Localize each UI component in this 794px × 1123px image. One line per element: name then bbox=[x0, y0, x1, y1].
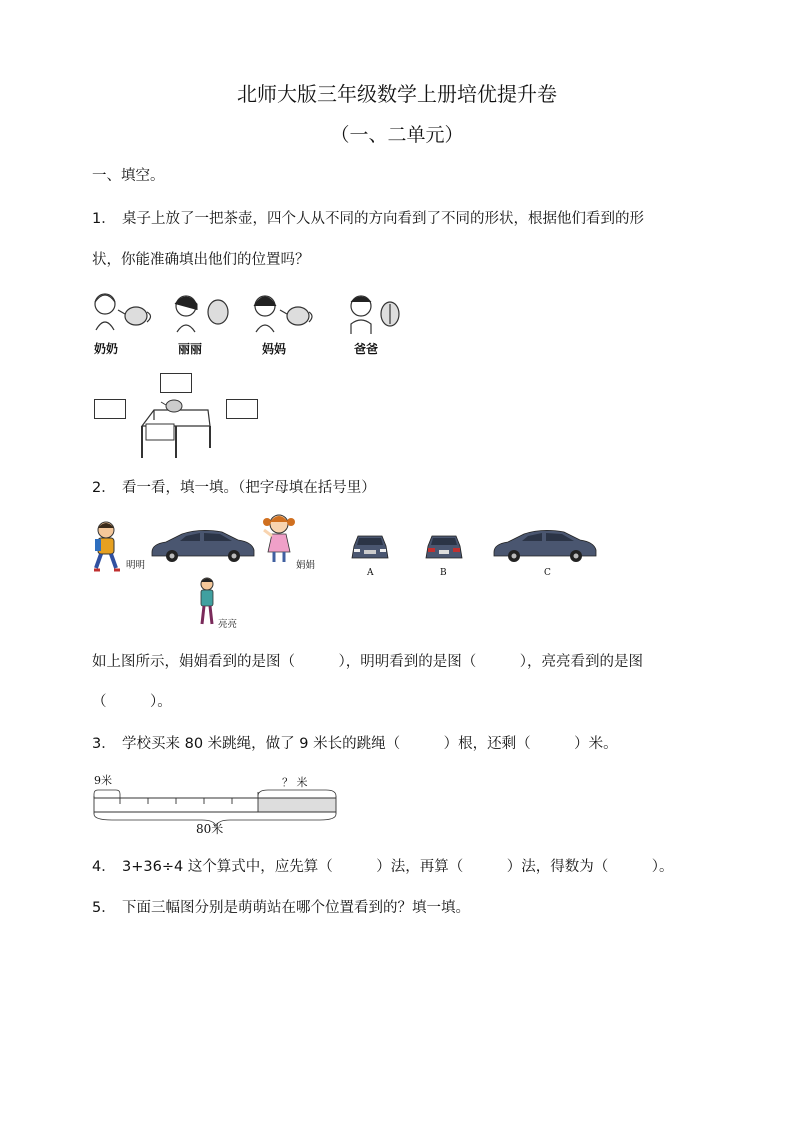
car-rear-view-b bbox=[424, 532, 464, 562]
name-juanjuan: 娟娟 bbox=[296, 560, 316, 571]
q5-text: 下面三幅图分别是萌萌站在哪个位置看到的？填一填。 bbox=[122, 900, 470, 916]
page-title: 北师大版三年级数学上册培优提升卷 bbox=[237, 82, 557, 106]
answer-box-left[interactable] bbox=[94, 399, 126, 419]
q2-answer-line1: 如上图所示，娟娟看到的是图（ ），明明看到的是图（ ），亮亮看到的是图 bbox=[92, 654, 643, 670]
label-80m: 80米 bbox=[196, 822, 224, 836]
q1-text-line2: 状，你能准确填出他们的位置吗？ bbox=[92, 252, 310, 268]
q2-number: 2． bbox=[92, 480, 116, 496]
car-side-view-c bbox=[490, 528, 598, 564]
name-mingming: 明明 bbox=[126, 560, 146, 571]
car-side-view-left bbox=[148, 528, 256, 564]
car-front-view-a bbox=[350, 532, 390, 562]
name-liangliang: 亮亮 bbox=[218, 619, 238, 630]
q2-answer-line2: （ ）。 bbox=[92, 694, 172, 710]
q4-text: 3+36÷4 这个算式中，应先算（ ）法，再算（ ）法，得数为（ ）。 bbox=[122, 859, 674, 875]
q2-text: 看一看，填一填。（把字母填在括号里） bbox=[122, 480, 376, 496]
lili-teapot-icon bbox=[172, 290, 232, 338]
label-b: B bbox=[440, 568, 447, 578]
q1-number: 1． bbox=[92, 211, 116, 227]
person-label-lili: 丽丽 bbox=[178, 342, 203, 356]
section-heading: 一、填空。 bbox=[92, 168, 165, 184]
grandma-teapot-icon bbox=[92, 290, 152, 338]
q1-text-line1: 桌子上放了一把茶壶，四个人从不同的方向看到了不同的形状，根据他们看到的形 bbox=[122, 211, 644, 227]
q4-number: 4． bbox=[92, 859, 116, 875]
person-label-dad: 爸爸 bbox=[354, 342, 379, 356]
answer-box-right[interactable] bbox=[226, 399, 258, 419]
q1-people-figure bbox=[92, 290, 422, 360]
person-label-mom: 妈妈 bbox=[262, 342, 287, 356]
label-a: A bbox=[367, 568, 374, 578]
answer-box-top[interactable] bbox=[160, 373, 192, 393]
label-9m: 9米 bbox=[94, 774, 112, 787]
mingming-boy-illustration bbox=[92, 520, 124, 572]
table-with-teapot-illustration bbox=[136, 396, 216, 460]
juanjuan-girl-illustration bbox=[262, 512, 296, 566]
q3-text: 学校买来 80 米跳绳，做了 9 米长的跳绳（ ）根，还剩（ ）米。 bbox=[122, 736, 618, 752]
page-subtitle: （一、二单元） bbox=[330, 124, 464, 146]
label-question-m: ？ 米 bbox=[282, 776, 308, 789]
q5-number: 5． bbox=[92, 900, 116, 916]
dad-teapot-icon bbox=[348, 290, 408, 338]
liangliang-boy-illustration bbox=[196, 576, 218, 630]
q3-number: 3． bbox=[92, 736, 116, 752]
person-label-grandma: 奶奶 bbox=[94, 342, 119, 356]
mom-teapot-icon bbox=[252, 290, 312, 338]
label-c: C bbox=[544, 568, 551, 578]
